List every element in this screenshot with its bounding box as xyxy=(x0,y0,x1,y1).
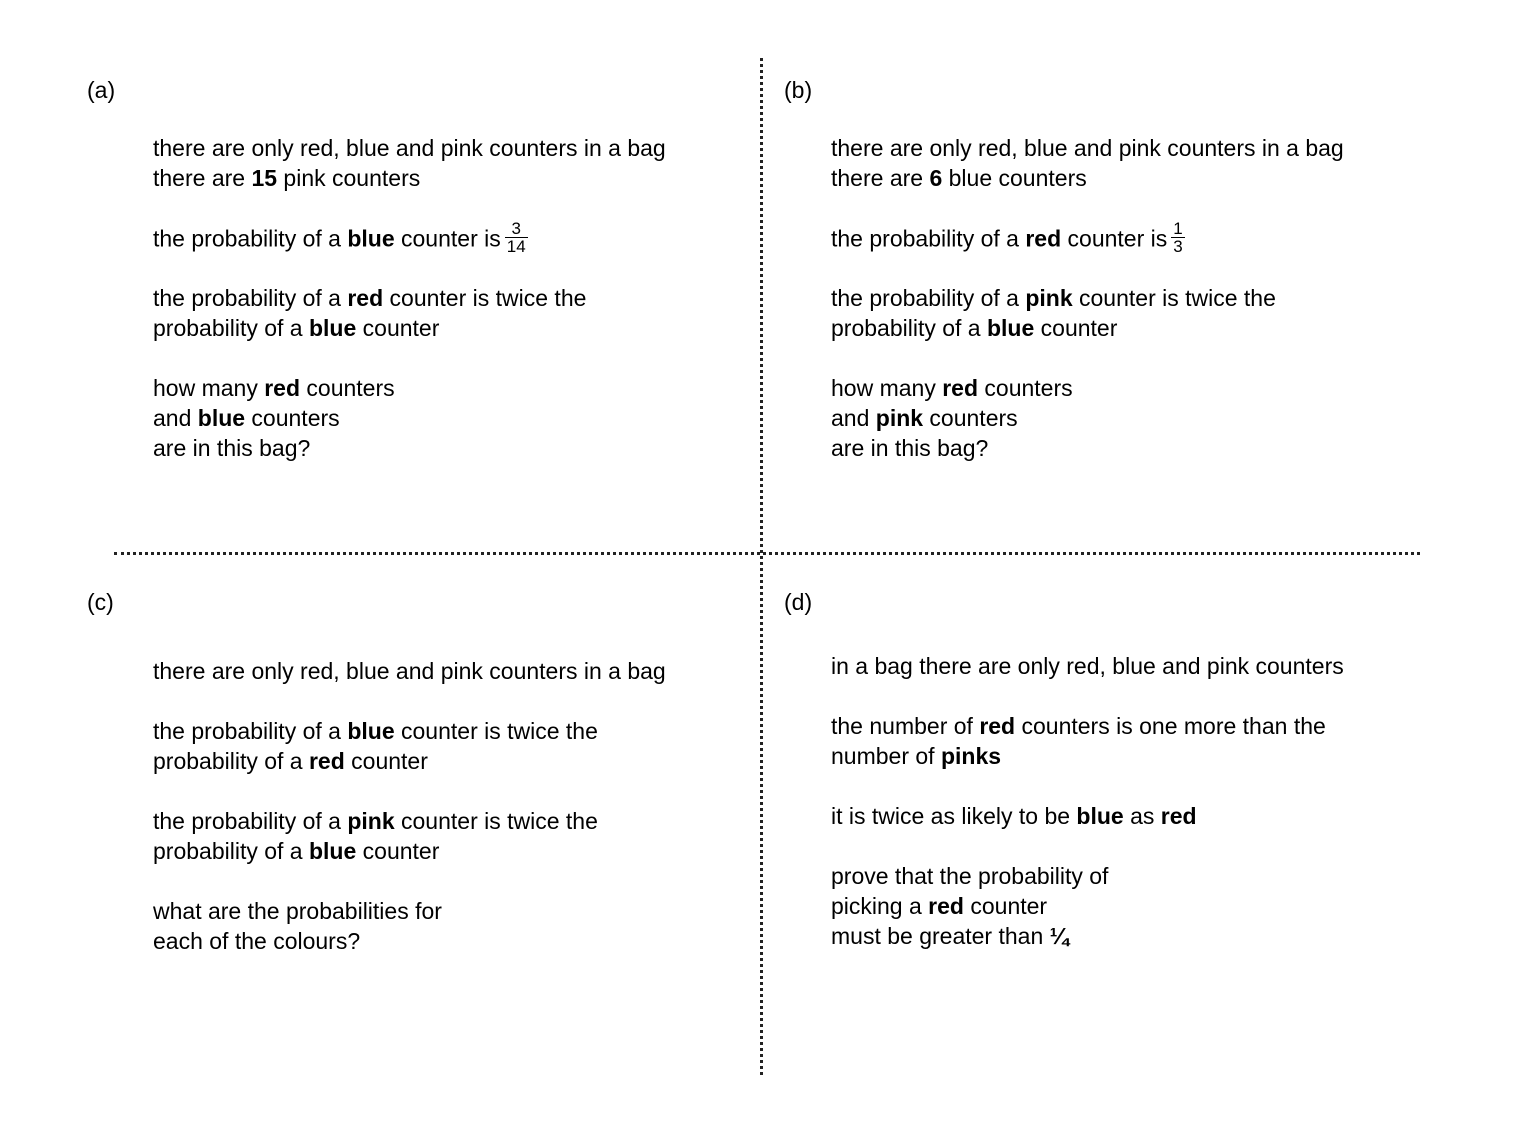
bold-text: blue xyxy=(347,718,395,744)
text-run: counters xyxy=(245,405,340,431)
panel-b-line-7 xyxy=(831,403,1344,433)
panel-b-line-1 xyxy=(831,133,1344,163)
panel-b-line-5 xyxy=(831,313,1344,343)
vertical-divider xyxy=(760,58,763,1075)
spacer xyxy=(153,686,666,716)
text-run: probability of a xyxy=(831,315,987,341)
spacer xyxy=(831,771,1344,801)
bold-text: blue xyxy=(347,225,395,252)
spacer xyxy=(831,253,1344,283)
text-run: counters xyxy=(300,375,395,401)
text-run: 1 xyxy=(1173,219,1183,238)
text-run: it is twice as likely to be xyxy=(831,803,1077,829)
panel-b-line-3 xyxy=(831,219,1344,256)
bold-text: red xyxy=(942,375,979,401)
fraction xyxy=(505,220,528,255)
text-run: counter is twice the xyxy=(1072,285,1276,311)
bold-text: blue xyxy=(197,405,246,431)
spacer xyxy=(831,831,1344,861)
bold-text: red xyxy=(347,285,384,311)
text-run: counter is xyxy=(394,225,501,252)
text-run: number of xyxy=(831,743,941,769)
panel-d-line-7 xyxy=(831,921,1344,951)
spacer xyxy=(153,776,666,806)
panel-a-line-3 xyxy=(153,219,666,256)
panel-b-line-8 xyxy=(831,433,1344,463)
panel-c-line-4 xyxy=(153,806,666,836)
panel-c-label: (c) xyxy=(87,589,114,615)
text-run: how many xyxy=(831,375,943,401)
text-run: counter xyxy=(963,893,1048,919)
text-run: must be greater than xyxy=(831,923,1050,949)
text-run: how many xyxy=(153,375,265,401)
text-run: counters xyxy=(978,375,1073,401)
bold-text: red xyxy=(264,375,301,401)
bold-text: 6 xyxy=(929,165,943,191)
panel-a-line-4 xyxy=(153,283,666,313)
horizontal-divider xyxy=(114,552,1420,555)
panel-c-line-3 xyxy=(153,746,666,776)
panel-a-line-2 xyxy=(153,163,666,193)
text-run: counter is twice the xyxy=(383,285,587,311)
spacer xyxy=(831,343,1344,373)
text-run: and xyxy=(831,405,876,431)
text-run: there are only red, blue and pink counters in a bag xyxy=(831,135,1344,161)
text-run: picking a xyxy=(831,893,929,919)
spacer xyxy=(153,866,666,896)
text-run: probability of a xyxy=(153,748,309,774)
panel-a-line-8 xyxy=(153,433,666,463)
text-run: prove that the probability of xyxy=(831,863,1109,889)
text-run: are in this bag? xyxy=(831,435,989,461)
text-run: pink counters xyxy=(277,165,421,191)
panel-d-line-6 xyxy=(831,891,1344,921)
panel-d-body xyxy=(831,651,1344,951)
text-run: the probability of a xyxy=(831,225,1026,252)
text-run: counter is xyxy=(1061,225,1168,252)
panel-c-line-6 xyxy=(153,896,666,926)
spacer xyxy=(831,193,1344,223)
bold-text: blue xyxy=(986,315,1035,341)
fraction xyxy=(1171,220,1184,255)
text-run: counter xyxy=(1034,315,1118,341)
panel-b-body xyxy=(831,133,1344,463)
bold-text: red xyxy=(979,713,1016,739)
bold-text: ¼ xyxy=(1049,923,1069,949)
spacer xyxy=(153,343,666,373)
bold-text: red xyxy=(928,893,964,919)
text-run: probability of a xyxy=(153,315,309,341)
text-run: each of the colours? xyxy=(153,928,361,954)
bold-text: blue xyxy=(308,838,357,864)
text-run: the probability of a xyxy=(153,718,348,744)
text-run: the probability of a xyxy=(831,285,1026,311)
text-run: counter xyxy=(356,315,440,341)
text-run: counter is twice the xyxy=(394,718,598,744)
text-run: 14 xyxy=(506,237,526,256)
panel-c-body xyxy=(153,656,666,956)
text-run: 3 xyxy=(1173,237,1183,256)
panel-b-line-4 xyxy=(831,283,1344,313)
text-run: counters xyxy=(923,405,1018,431)
spacer xyxy=(831,681,1344,711)
text-run: what are the probabilities for xyxy=(153,898,442,924)
text-run: there are xyxy=(153,165,252,191)
panel-d-line-3 xyxy=(831,741,1344,771)
panel-a-body xyxy=(153,133,666,463)
bold-text: red xyxy=(1160,803,1197,829)
bold-text: red xyxy=(1025,225,1062,252)
text-run: counter xyxy=(356,838,440,864)
bold-text: pink xyxy=(875,405,924,431)
text-run: the probability of a xyxy=(153,808,348,834)
text-run: are in this bag? xyxy=(153,435,311,461)
panel-a-line-5 xyxy=(153,313,666,343)
bold-text: pink xyxy=(347,808,395,834)
panel-d-line-1 xyxy=(831,651,1344,681)
text-run: the number of xyxy=(831,713,980,739)
panel-d-line-5 xyxy=(831,861,1344,891)
spacer xyxy=(153,193,666,223)
text-run: the probability of a xyxy=(153,225,348,252)
bold-text: blue xyxy=(1076,803,1124,829)
text-run: blue counters xyxy=(942,165,1087,191)
bold-text: pink xyxy=(1025,285,1073,311)
text-run: there are only red, blue and pink counters in a bag xyxy=(153,658,666,684)
panel-b-line-2 xyxy=(831,163,1344,193)
panel-c-line-7 xyxy=(153,926,666,956)
text-run: as xyxy=(1123,803,1161,829)
bold-text: red xyxy=(308,748,345,774)
bold-text: 15 xyxy=(251,165,278,191)
panel-d-line-2 xyxy=(831,711,1344,741)
text-run: in a bag there are only red, blue and pink counters xyxy=(831,653,1344,679)
bold-text: blue xyxy=(308,315,357,341)
text-run: probability of a xyxy=(153,838,309,864)
panel-a-label: (a) xyxy=(87,77,116,103)
panel-c-line-2 xyxy=(153,716,666,746)
panel-a-line-7 xyxy=(153,403,666,433)
panel-a-line-1: there are only red, blue and pink counters in a bag xyxy=(153,135,666,161)
panel-b-label: (b) xyxy=(784,77,813,103)
panel-d-line-4 xyxy=(831,801,1344,831)
panel-d-label: (d) xyxy=(784,589,813,615)
text-run: counter xyxy=(344,748,428,774)
text-run: 3 xyxy=(505,220,528,238)
panel-a-line-6 xyxy=(153,373,666,403)
text-run: the probability of a xyxy=(153,285,348,311)
text-run: counters is one more than the xyxy=(1015,713,1326,739)
text-run: there are xyxy=(831,165,930,191)
panel-c-line-1 xyxy=(153,656,666,686)
panel-c-line-5 xyxy=(153,836,666,866)
text-run: counter is twice the xyxy=(394,808,598,834)
text-run: and xyxy=(153,405,198,431)
bold-text: pinks xyxy=(940,743,1002,769)
panel-b-line-6 xyxy=(831,373,1344,403)
spacer xyxy=(153,253,666,283)
